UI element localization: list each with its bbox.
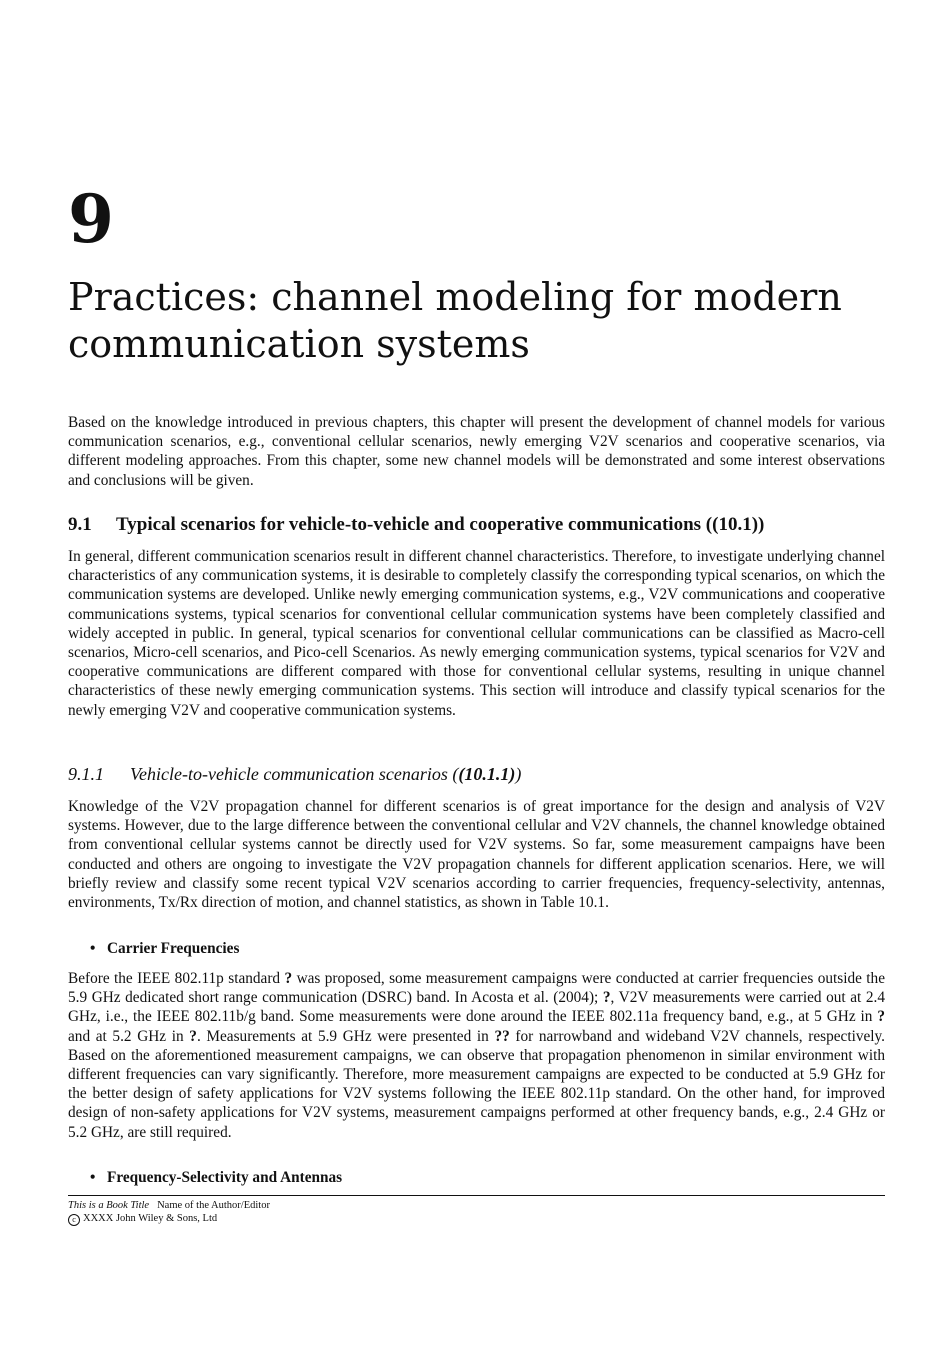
section-body: In general, different communication scenarios result in different channel characteristics. Therefore, to investigate underlying channel characteristics of any communication systems, it is desirable to completely classify the corresponding typical scenarios, on which the communication systems are developed. Unlike newly emerging communication systems, e.g., V2V communications and cooperative communications systems, typical scenarios for conventional cellular communication systems have been completely classified and widely accepted in public. In general, typical scenarios for conventional cellular communications can be classified as Macro-cell scenarios, Micro-cell scenarios, and Pico-cell Scenarios. As newly emerging communication systems, typical scenarios for V2V and cooperative communications are different compared with those for conventional cellular systems, resulting in unique channel characteristics of these newly emerging communication systems. This section will introduce and classify typical scenarios for the newly emerging V2V and cooperative communication systems.: [68, 548, 885, 719]
section-heading: [68, 514, 885, 536]
chapter-title: Practices: channel modeling for modern communication systems: [68, 275, 842, 366]
text-run: was proposed, some measurement campaigns were conducted at carrier frequencies outside the 5.9 GHz dedicated short range communication (DSRC) band. In Acosta et al. (2004);: [68, 970, 885, 1007]
bullet-dot-icon: •: [90, 940, 96, 957]
footer-divider: [68, 1195, 885, 1196]
missing-citation: ?: [284, 970, 293, 987]
section-title: Typical scenarios for vehicle-to-vehicle and cooperative communications ((10.1)): [116, 514, 765, 535]
bullet-carrier-frequencies: [90, 940, 239, 958]
footer-line-1: [68, 1199, 270, 1212]
missing-citation: ?: [189, 1027, 197, 1045]
page-footer: [68, 1199, 270, 1226]
subsection-number: 9.1.1: [68, 764, 104, 784]
text-run: , V2V measurements were carried out at 2.4 GHz, i.e., the IEEE 802.11b/g band. Some measurements were done around the IEEE 802.11a frequency band, e.g., at 5 GHz in: [68, 989, 886, 1026]
copyright-icon: c: [68, 1214, 80, 1226]
chapter-number: 9: [68, 180, 113, 258]
subsection-ref: (10.1.1): [458, 764, 516, 784]
footer-line-2: [68, 1212, 270, 1226]
text-run: . Measurements at 5.9 GHz were presented in: [196, 1027, 495, 1045]
bullet-dot-icon: •: [90, 1169, 96, 1186]
footer-book-title: This is a Book Title: [68, 1200, 150, 1211]
subsection-heading: [68, 764, 521, 785]
footer-copyright: XXXX John Wiley & Sons, Ltd: [83, 1213, 218, 1224]
text-run: for narrowband and wideband V2V channels, respectively. Based on the aforementioned measurement campaigns, we can observe that propagation phenomenon in similar environment with different frequencies can vary significantly. Therefore, more measurement campaigns are expected to be conducted at 5.9 GHz for the better design of safety applications for V2V systems following the IEEE 802.11p standard. On the other hand, for improved design of non-safety applications for V2V systems, measurement campaigns performed at other frequency bands, e.g., 2.4 GHz or 5.2 GHz, are still required.: [68, 1027, 885, 1141]
bullet-label: Frequency-Selectivity and Antennas: [107, 1169, 343, 1186]
missing-citation: ??: [494, 1027, 510, 1045]
footer-author: Name of the Author/Editor: [157, 1200, 270, 1211]
bullet-frequency-selectivity: [90, 1169, 342, 1187]
text-run: and at 5.2 GHz in: [68, 1027, 190, 1045]
carrier-frequencies-paragraph: [68, 969, 885, 1142]
subsection-body: Knowledge of the V2V propagation channel for different scenarios is of great importance for the design and analysis of V2V systems. However, due to the large difference between the conventional cellular and V2V channels, the channel knowledge obtained from conventional cellular systems cannot be directly used for V2V systems. So far, some measurement campaigns have been conducted and others are ongoing to investigate the V2V propagation channels for different application scenarios. Here, we will briefly review and classify some recent typical V2V scenarios according to carrier frequencies, frequency-selectivity, antennas, environments, Tx/Rx direction of motion, and channel statistics, as shown in Table 10.1.: [68, 798, 885, 912]
subsection-title: Vehicle-to-vehicle communication scenarios (: [130, 764, 459, 784]
chapter-intro: Based on the knowledge introduced in previous chapters, this chapter will present the development of channel models for various communication scenarios, e.g., conventional cellular scenarios, newly emerging V2V scenarios and cooperative scenarios, via different modeling approaches. From this chapter, some new channel models will be demonstrated and some interest observations and conclusions will be given.: [68, 414, 885, 489]
bullet-label: Carrier Frequencies: [107, 940, 240, 957]
section-number: 9.1: [68, 514, 92, 535]
missing-citation: ?: [877, 1008, 885, 1026]
subsection-close: ): [515, 764, 522, 784]
missing-citation: ?: [602, 989, 611, 1007]
text-run: Before the IEEE 802.11p standard: [68, 970, 285, 987]
